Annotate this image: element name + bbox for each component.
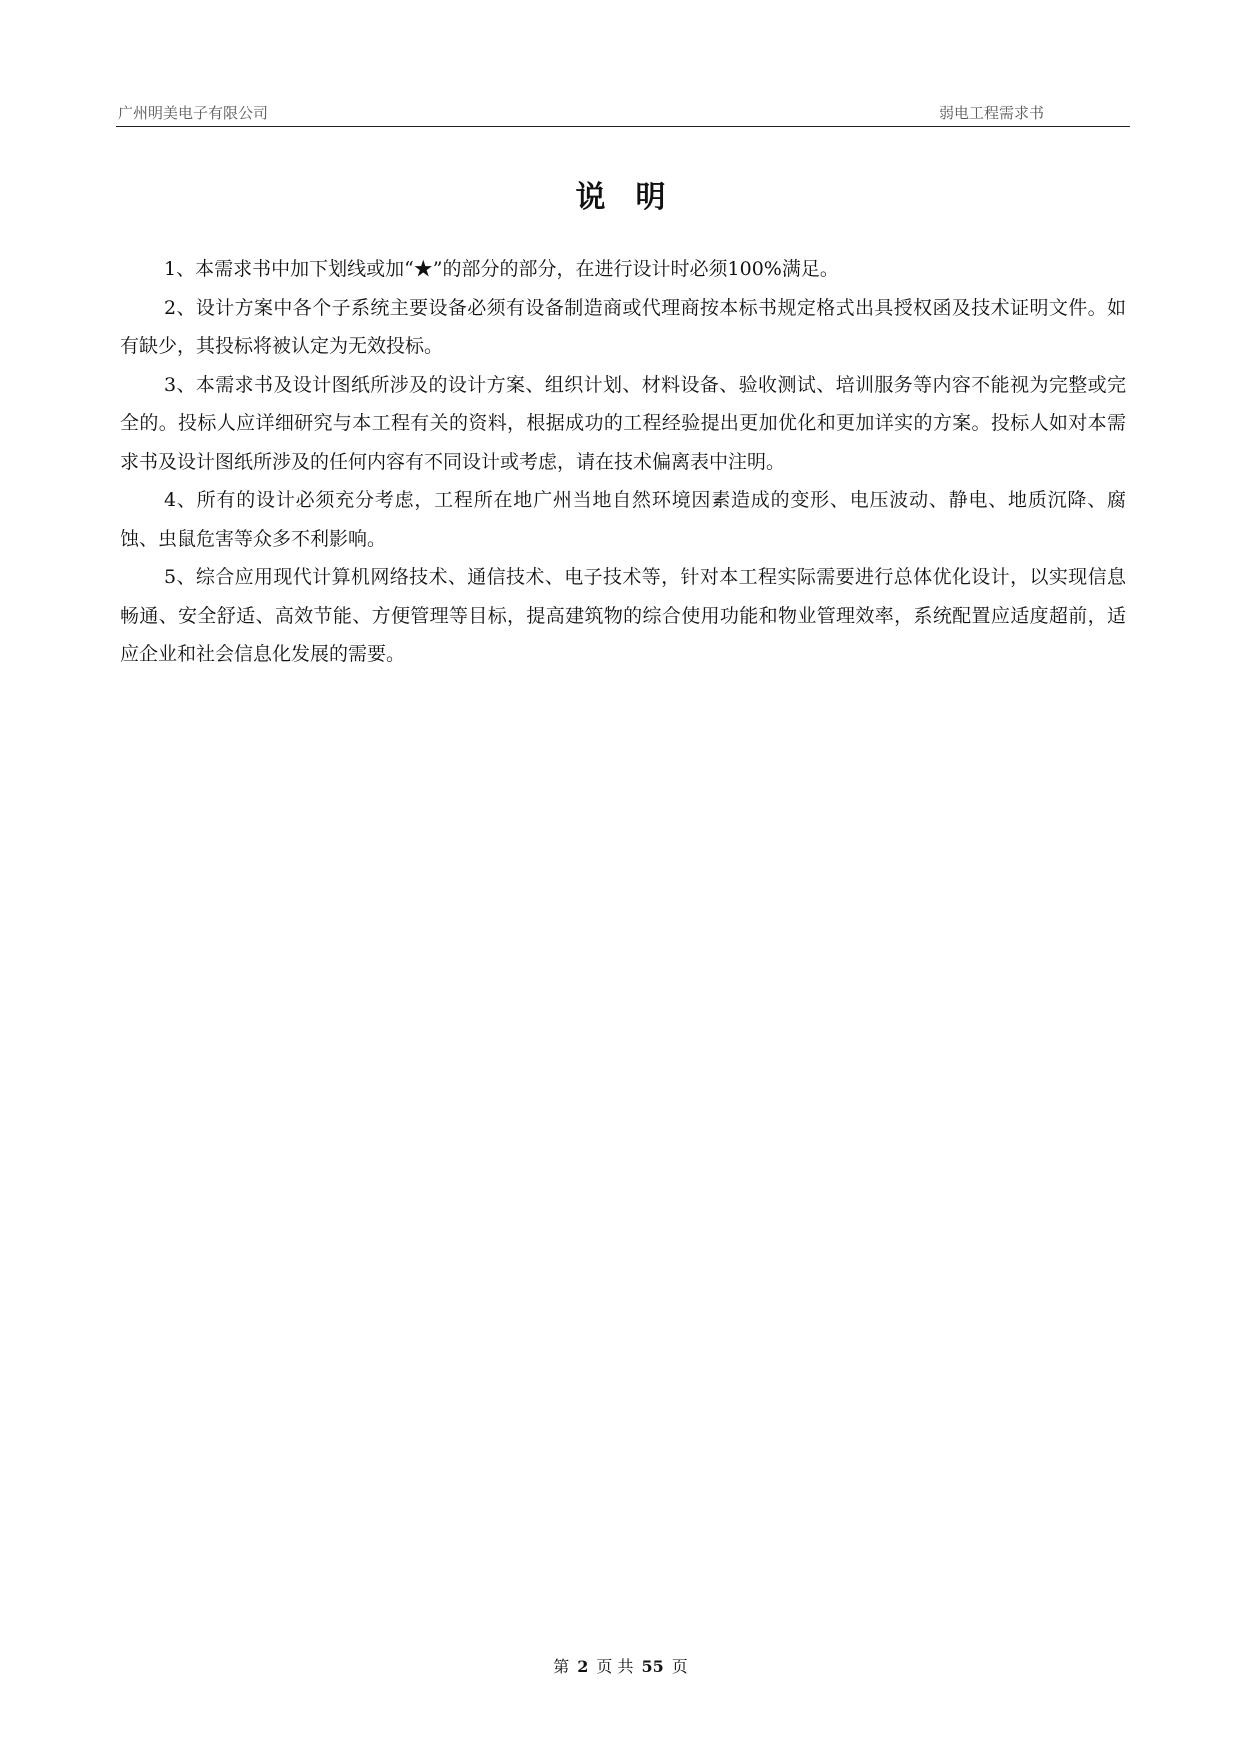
paragraph-2: [120, 289, 1126, 366]
paragraph-4: [120, 481, 1126, 558]
paragraph-text: 所有的设计必须充分考虑，工程所在地广州当地自然环境因素造成的变形、电压波动、静电、地质沉降、腐蚀、虫鼠危害等众多不利影响。: [120, 489, 1126, 550]
paragraph-text: 本需求书及设计图纸所涉及的设计方案、组织计划、材料设备、验收测试、培训服务等内容不能视为完整或完全的。投标人应详细研究与本工程有关的资料，根据成功的工程经验提出更加优化和更加详实的方案。投标人如对本需求书及设计图纸所涉及的任何内容有不同设计或考虑，请在技术偏离表中注明。: [120, 373, 1126, 473]
company-name: 广州明美电子有限公司: [118, 104, 269, 122]
page-number: 2: [577, 1657, 589, 1676]
paragraph-number: 5、: [164, 566, 196, 588]
paragraph-5: [120, 558, 1126, 674]
page-footer: [0, 1654, 1241, 1677]
document-body: [120, 250, 1126, 674]
paragraph-text: 综合应用现代计算机网络技术、通信技术、电子技术等，针对本工程实际需要进行总体优化设计，以实现信息畅通、安全舒适、高效节能、方便管理等目标，提高建筑物的综合使用功能和物业管理效率，系统配置应适度超前，适应企业和社会信息化发展的需要。: [120, 566, 1126, 665]
footer-suffix: 页: [671, 1657, 688, 1676]
page-title: 说明: [575, 180, 696, 215]
paragraph-1: [120, 250, 1126, 289]
paragraph-text: 本需求书中加下划线或加“★”的部分的部分，在进行设计时必须100%满足。: [195, 258, 839, 280]
footer-middle: 页 共: [596, 1657, 634, 1676]
paragraph-text: 设计方案中各个子系统主要设备必须有设备制造商或代理商按本标书规定格式出具授权函及技术证明文件。如有缺少，其投标将被认定为无效投标。: [120, 296, 1126, 357]
document-name: 弱电工程需求书: [938, 104, 1044, 122]
paragraph-number: 2、: [164, 296, 196, 319]
paragraph-number: 1、: [164, 258, 196, 280]
total-pages: 55: [641, 1657, 664, 1676]
paragraph-3: [120, 366, 1126, 482]
paragraph-number: 3、: [164, 373, 196, 396]
footer-prefix: 第: [553, 1657, 570, 1676]
page-header: [116, 100, 1130, 127]
paragraph-number: 4、: [164, 489, 197, 511]
